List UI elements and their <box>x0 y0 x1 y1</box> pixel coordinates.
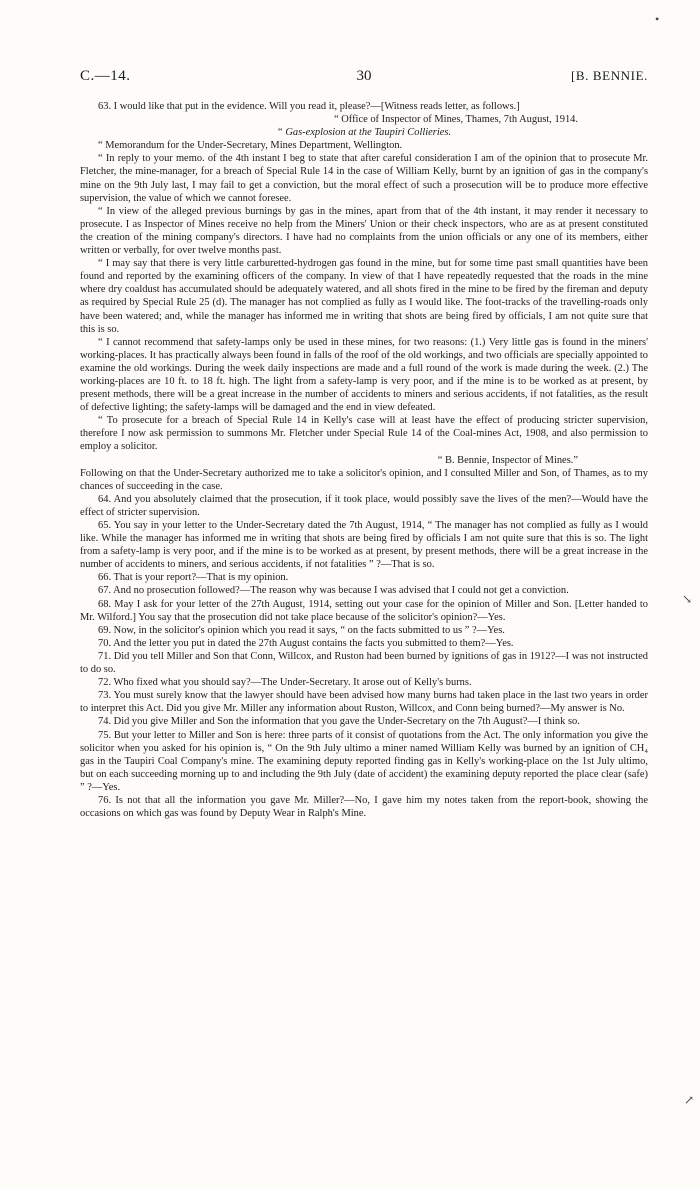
paragraph: 69. Now, in the solicitor's opinion which you read it says, “ on the facts submitted to us ” ?—Yes. <box>98 624 505 636</box>
report-code: C.—14. <box>80 68 131 84</box>
document-body <box>80 100 648 820</box>
paragraph: 64. And you absolutely claimed that the prosecution, if it took place, would possibly save the lives of the men?—Would have the effect of stricter supervision. <box>80 493 648 518</box>
paragraph: “ B. Bennie, Inspector of Mines.” <box>437 454 578 466</box>
page-header <box>80 68 648 90</box>
paragraph: “ In reply to your memo. of the 4th instant I beg to state that after careful consideration I am of the opinion that to prosecute Mr. Fletcher, the mine-manager, for a breach of Special Rule 14 in the case of William Kelly, burnt by an ignition of gas in the company's mine on the 9th July last, I may fail to get a conviction, but the moral effect of such a prosecution will be to produce more effective supervision, the value of which we cannot foresee. <box>80 153 648 204</box>
scan-speck: • <box>655 12 660 26</box>
paragraph: 71. Did you tell Miller and Son that Conn, Willcox, and Ruston had been burned by ignitions of gas in 1912?—I was not instructed to do so. <box>80 650 648 676</box>
paragraph: “ In view of the alleged previous burnings by gas in the mines, apart from that of the 4th instant, it may render it necessary to prosecute. I as Inspector of Mines receive no help from the Miners' Union or their check inspectors, who are as at present constituted the creation of the mining company's directors. I have had no complaints from the union officials or any one of its members, either written or verbally, for over twelve months past. <box>80 205 648 257</box>
paragraph: 67. And no prosecution followed?—The reason why was because I was advised that I could not get a conviction. <box>98 585 569 597</box>
paragraph: 65. You say in your letter to the Under-Secretary dated the 7th August, 1914, “ The manager has not complied as fully as I would like. While the manager has informed me in writing that shots are being fired by officials I am not quite sure that this is so. The light from a safety-lamp is very poor, and if the mine is to be worked as at present, by present methods, there will be a great increase in the number of accidents to miners, and serious accidents, if not fatalities ” ?—That is so. <box>80 520 648 571</box>
paragraph: “ Office of Inspector of Mines, Thames, 7th August, 1914. <box>334 114 578 126</box>
margin-mark: ↗ <box>684 1093 695 1107</box>
paragraph: 66. That is your report?—That is my opinion. <box>98 572 289 584</box>
paragraph: 72. Who fixed what you should say?—The Under-Secretary. It arose out of Kelly's burns. <box>98 677 472 689</box>
margin-mark: ↘ <box>682 592 693 606</box>
paragraph: 75. But your letter to Miller and Son is here: three parts of it consist of quotations from the Act. The only information you give the solicitor when you asked for his opinion is, “ On the 9th July ultimo a miner named William Kelly was burned by an ignition of CH₄ gas in the Taupiri Coal Company's mine. The examining deputy reported finding gas in Kelly's working-place on the 1st July ultimo, but on each succeeding morning up to and including the 9th July (date of accident) the examining deputy reported the place clear (safe) ” ?—Yes. <box>80 729 648 793</box>
paragraph: “ I may say that there is very little carburetted-hydrogen gas found in the mine, but for some time past small quantities have been found and reported by the examining officers of the company. In view of that I have repeatedly requested that the roads in the mine where dry coaldust has accumulated should be adequately watered, and all shots fired in the mine to be fired by the fireman and deputy as required by Special Rule 25 (d). The manager has not complied as fully as I would like. The foot-tracks of the travelling-roads only have been watered; and, while the manager has informed me in writing that shots are being fired by officials, I am not quite sure that this is so. <box>80 258 648 335</box>
paragraph: 73. You must surely know that the lawyer should have been advised how many burns had taken place in the last two years in order to interpret this Act. Did you give Mr. Miller any information about Ruston, Willcox, and Conn being burned?—My answer is No. <box>80 690 648 715</box>
page-number: 30 <box>356 68 372 84</box>
paragraph: 68. May I ask for your letter of the 27th August, 1914, setting out your case for the opinion of Miller and Son. [Letter handed to Mr. Wilford.] You say that the prosecution did not take place because of the solicitor's opinion?—Yes. <box>80 598 648 623</box>
paragraph: 74. Did you give Miller and Son the information that you gave the Under-Secretary on the 7th August?—I think so. <box>98 716 580 728</box>
paragraph: 76. Is not that all the information you gave Mr. Miller?—No, I gave him my notes taken from the report-book, showing the occasions on which gas was found by Deputy Wear in Ralph's Mine. <box>80 794 648 820</box>
paragraph: “ To prosecute for a breach of Special Rule 14 in Kelly's case will at least have the effect of producing stricter supervision, therefore I now ask permission to summons Mr. Fletcher under Special Rule 14 of the Coal-mines Act, 1908, and also permission to employ a solicitor. <box>80 415 648 453</box>
paragraph: “ Memorandum for the Under-Secretary, Mines Department, Wellington. <box>98 140 403 152</box>
paragraph: “ Gas-explosion at the Taupiri Collieries. <box>276 127 452 139</box>
paragraph: “ I cannot recommend that safety-lamps only be used in these mines, for two reasons: (1.) Very little gas is found in the miners' working-places. It has practically always been found in falls of the roof of the old workings, and two officials are specially appointed to examine the old workings. During the week daily inspections are made and a full round of the work is made during the week. (2.) The working-places are 10 ft. to 18 ft. high. The light from a safety-lamp is very poor, and if the mine is to be worked as at present, by present methods, there will be a great increase in the number of accidents to miners and serious accidents, if not fatalities, as the result of defective lighting; the safety-lamps will be damaged and the end in view defeated. <box>80 336 648 414</box>
paragraph: 70. And the letter you put in dated the 27th August contains the facts you submitted to them?—Yes. <box>98 637 514 649</box>
witness-name: [B. BENNIE. <box>570 68 648 83</box>
paragraph: Following on that the Under-Secretary authorized me to take a solicitor's opinion, and I consulted Miller and Son, of Thames, as to my chances of succeeding in the case. <box>80 467 648 492</box>
paragraph: 63. I would like that put in the evidence. Will you read it, please?—[Witness reads letter, as follows.] <box>98 101 520 112</box>
